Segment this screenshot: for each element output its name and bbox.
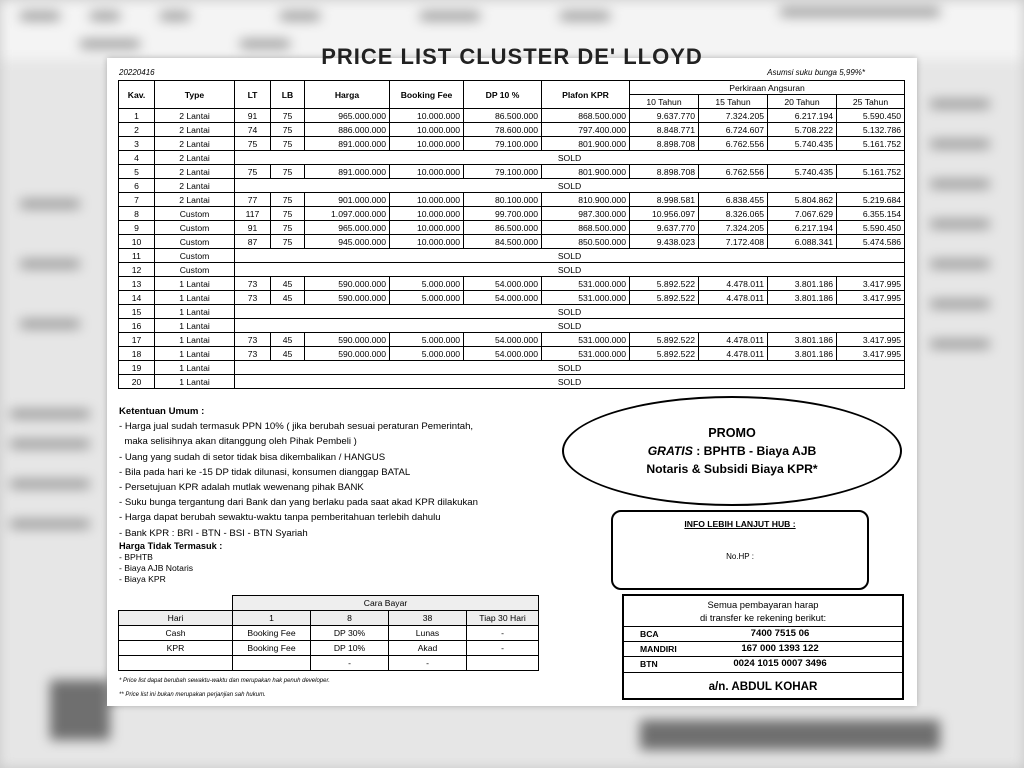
cell-y15: 6.724.607 [699, 123, 768, 137]
payment-header-row [119, 611, 539, 626]
cell-booking: 10.000.000 [390, 221, 464, 235]
cell-sold: SOLD [235, 263, 905, 277]
cell-lb: 75 [271, 193, 305, 207]
cell-plafon: 531.000.000 [542, 277, 630, 291]
cell-y15: 7.172.408 [699, 235, 768, 249]
term-item: - Suku bunga tergantung dari Bank dan yang berlaku pada saat akad KPR dilakukan [119, 497, 478, 509]
cell-dp: 78.600.000 [464, 123, 542, 137]
cell-kav: 5 [119, 165, 155, 179]
table-row [119, 277, 905, 291]
term-item: maka selisihnya akan ditanggung oleh Pihak Pembeli ) [119, 436, 357, 448]
cell-type: 1 Lantai [155, 375, 235, 389]
cell-lt: 91 [235, 109, 271, 123]
col-lb: LB [271, 81, 305, 109]
cell-y25: 3.417.995 [837, 277, 905, 291]
payment-cell: Booking Fee [233, 626, 311, 641]
price-exclusions-heading: Harga Tidak Termasuk : [119, 541, 223, 551]
cell-y25: 3.417.995 [837, 291, 905, 305]
cell-y15: 7.324.205 [699, 221, 768, 235]
cell-plafon: 797.400.000 [542, 123, 630, 137]
col-angsuran-group: Perkiraan Angsuran [630, 81, 905, 95]
bank-intro [624, 596, 902, 626]
promo-title: PROMO [708, 426, 756, 440]
footnote: ** Price list ini bukan merupakan perjanjian sah hukum. [119, 692, 266, 698]
price-table-body [119, 109, 905, 389]
cell-kav: 7 [119, 193, 155, 207]
cell-y10: 10.956.097 [630, 207, 699, 221]
cell-kav: 16 [119, 319, 155, 333]
cell-y20: 3.801.186 [768, 347, 837, 361]
cell-kav: 15 [119, 305, 155, 319]
cell-plafon: 531.000.000 [542, 291, 630, 305]
table-row [119, 193, 905, 207]
footnote: * Price list dapat berubah sewaktu-waktu dan merupakan hak penuh developer. [119, 678, 330, 684]
cell-lb: 45 [271, 347, 305, 361]
cell-kav: 14 [119, 291, 155, 305]
cell-booking: 10.000.000 [390, 193, 464, 207]
cell-type: 2 Lantai [155, 123, 235, 137]
cell-y25: 5.474.586 [837, 235, 905, 249]
cell-dp: 79.100.000 [464, 165, 542, 179]
cell-y15: 6.762.556 [699, 137, 768, 151]
cell-lb: 75 [271, 207, 305, 221]
bank-account-row [624, 642, 902, 657]
payment-cell: - [467, 626, 539, 641]
col-15-tahun: 15 Tahun [699, 95, 768, 109]
cell-y10: 8.848.771 [630, 123, 699, 137]
cell-kav: 3 [119, 137, 155, 151]
cell-plafon: 801.900.000 [542, 137, 630, 151]
cell-sold: SOLD [235, 375, 905, 389]
payment-header-cell: 38 [389, 611, 467, 626]
cell-y20: 3.801.186 [768, 277, 837, 291]
price-table [118, 80, 905, 389]
bank-name: BTN [624, 657, 694, 672]
cell-kav: 9 [119, 221, 155, 235]
exclusion-item: - Biaya AJB Notaris [119, 563, 194, 573]
table-row [119, 249, 905, 263]
cell-lb: 75 [271, 123, 305, 137]
cell-kav: 13 [119, 277, 155, 291]
cell-harga: 590.000.000 [305, 333, 390, 347]
cell-booking: 5.000.000 [390, 347, 464, 361]
cell-harga: 590.000.000 [305, 347, 390, 361]
cell-type: Custom [155, 207, 235, 221]
col-plafon: Plafon KPR [542, 81, 630, 109]
cell-y15: 4.478.011 [699, 333, 768, 347]
term-item: - Persetujuan KPR adalah mutlak wewenang pihak BANK [119, 482, 364, 494]
cell-dp: 54.000.000 [464, 347, 542, 361]
payment-cell: - [311, 656, 389, 671]
cell-lt: 75 [235, 165, 271, 179]
cell-y20: 3.801.186 [768, 291, 837, 305]
cell-y20: 5.804.862 [768, 193, 837, 207]
term-item: - Harga jual sudah termasuk PPN 10% ( jika berubah sesuai peraturan Pemerintah, [119, 421, 474, 433]
table-row [119, 221, 905, 235]
term-item: - Bank KPR : BRI - BTN - BSI - BTN Syariah [119, 527, 308, 539]
payment-cell [467, 656, 539, 671]
bank-account-row [624, 627, 902, 642]
payment-header-cell: Hari [119, 611, 233, 626]
table-row [119, 333, 905, 347]
cell-harga: 886.000.000 [305, 123, 390, 137]
cell-lt: 77 [235, 193, 271, 207]
cell-plafon: 531.000.000 [542, 333, 630, 347]
cell-y25: 5.161.752 [837, 165, 905, 179]
cell-harga: 1.097.000.000 [305, 207, 390, 221]
table-row [119, 235, 905, 249]
cell-lt: 75 [235, 137, 271, 151]
contact-info-box [611, 510, 869, 590]
bank-account-number: 7400 7515 06 [694, 627, 902, 642]
cell-y10: 5.892.522 [630, 333, 699, 347]
cell-type: Custom [155, 249, 235, 263]
cell-plafon: 850.500.000 [542, 235, 630, 249]
table-row [119, 165, 905, 179]
cell-booking: 5.000.000 [390, 277, 464, 291]
table-row [119, 361, 905, 375]
col-20-tahun: 20 Tahun [768, 95, 837, 109]
term-item: - Bila pada hari ke -15 DP tidak dilunasi, konsumen dianggap BATAL [119, 466, 411, 478]
cell-lt: 73 [235, 333, 271, 347]
cell-type: 1 Lantai [155, 361, 235, 375]
col-dp: DP 10 % [464, 81, 542, 109]
payment-row [119, 656, 539, 671]
payment-caption: Cara Bayar [233, 596, 539, 611]
general-terms [119, 404, 539, 541]
payment-cell: DP 30% [311, 626, 389, 641]
cell-plafon: 810.900.000 [542, 193, 630, 207]
table-row [119, 263, 905, 277]
cell-lb: 75 [271, 235, 305, 249]
bank-accounts-table [624, 626, 902, 672]
cell-plafon: 868.500.000 [542, 221, 630, 235]
cell-y10: 8.898.708 [630, 165, 699, 179]
cell-y15: 8.326.065 [699, 207, 768, 221]
cell-type: 1 Lantai [155, 305, 235, 319]
cell-type: 2 Lantai [155, 179, 235, 193]
cell-type: Custom [155, 263, 235, 277]
cell-y10: 5.892.522 [630, 277, 699, 291]
cell-type: 2 Lantai [155, 137, 235, 151]
bank-intro-line-1: Semua pembayaran harap [707, 599, 819, 610]
col-lt: LT [235, 81, 271, 109]
bank-intro-line-2: di transfer ke rekening berikut: [699, 612, 827, 623]
cell-dp: 54.000.000 [464, 277, 542, 291]
cell-harga: 891.000.000 [305, 165, 390, 179]
bank-name: BCA [624, 627, 694, 642]
promo-line-1 [648, 442, 817, 460]
cell-lb: 75 [271, 109, 305, 123]
table-row [119, 305, 905, 319]
promo-line-1-rest: : BPHTB - Biaya AJB [692, 444, 817, 458]
cell-y20: 6.217.194 [768, 109, 837, 123]
cell-dp: 86.500.000 [464, 109, 542, 123]
cell-harga: 590.000.000 [305, 277, 390, 291]
exclusion-item: - Biaya KPR [119, 574, 166, 584]
cell-y20: 5.740.435 [768, 165, 837, 179]
cell-y20: 5.740.435 [768, 137, 837, 151]
payment-cell [233, 656, 311, 671]
cell-harga: 590.000.000 [305, 291, 390, 305]
account-owner: a/n. ABDUL KOHAR [624, 672, 902, 702]
cell-type: 1 Lantai [155, 291, 235, 305]
cell-y20: 7.067.629 [768, 207, 837, 221]
cell-booking: 10.000.000 [390, 165, 464, 179]
cell-kav: 19 [119, 361, 155, 375]
bank-name: MANDIRI [624, 642, 694, 657]
cell-y10: 5.892.522 [630, 347, 699, 361]
cell-sold: SOLD [235, 319, 905, 333]
cell-type: 2 Lantai [155, 165, 235, 179]
payment-header-cell: 1 [233, 611, 311, 626]
payment-method-table [118, 595, 539, 671]
payment-cell: - [467, 641, 539, 656]
promo-gratis: GRATIS [647, 444, 693, 458]
cell-sold: SOLD [235, 151, 905, 165]
cell-kav: 12 [119, 263, 155, 277]
cell-harga: 965.000.000 [305, 109, 390, 123]
cell-kav: 2 [119, 123, 155, 137]
cell-lb: 45 [271, 277, 305, 291]
payment-header-cell: Tiap 30 Hari [467, 611, 539, 626]
bank-account-number: 0024 1015 0007 3496 [694, 657, 902, 672]
cell-harga: 945.000.000 [305, 235, 390, 249]
cell-harga: 901.000.000 [305, 193, 390, 207]
table-row [119, 291, 905, 305]
cell-y10: 9.637.770 [630, 221, 699, 235]
cell-sold: SOLD [235, 305, 905, 319]
cell-type: Custom [155, 235, 235, 249]
cell-dp: 86.500.000 [464, 221, 542, 235]
cell-y25: 6.355.154 [837, 207, 905, 221]
col-kav: Kav. [119, 81, 155, 109]
cell-type: 1 Lantai [155, 277, 235, 291]
cell-dp: 80.100.000 [464, 193, 542, 207]
cell-plafon: 801.900.000 [542, 165, 630, 179]
interest-assumption: Asumsi suku bunga 5,99%* [767, 68, 865, 77]
term-item: - Harga dapat berubah sewaktu-waktu tanpa pemberitahuan terlebih dahulu [119, 512, 441, 524]
cell-lt: 73 [235, 347, 271, 361]
cell-booking: 5.000.000 [390, 333, 464, 347]
table-row [119, 207, 905, 221]
cell-harga: 965.000.000 [305, 221, 390, 235]
cell-lb: 75 [271, 165, 305, 179]
cell-plafon: 987.300.000 [542, 207, 630, 221]
cell-y25: 5.590.450 [837, 109, 905, 123]
cell-kav: 4 [119, 151, 155, 165]
table-row [119, 123, 905, 137]
payment-row [119, 626, 539, 641]
col-10-tahun: 10 Tahun [630, 95, 699, 109]
cell-lt: 74 [235, 123, 271, 137]
cell-lt: 87 [235, 235, 271, 249]
cell-kav: 6 [119, 179, 155, 193]
payment-cell: Akad [389, 641, 467, 656]
payment-cell: Booking Fee [233, 641, 311, 656]
cell-y20: 3.801.186 [768, 333, 837, 347]
table-row [119, 137, 905, 151]
cell-harga: 891.000.000 [305, 137, 390, 151]
cell-y10: 9.637.770 [630, 109, 699, 123]
cell-y20: 6.088.341 [768, 235, 837, 249]
col-harga: Harga [305, 81, 390, 109]
cell-y20: 6.217.194 [768, 221, 837, 235]
cell-y15: 6.762.556 [699, 165, 768, 179]
phone-label: No.HP : [726, 552, 754, 561]
cell-sold: SOLD [235, 179, 905, 193]
cell-kav: 20 [119, 375, 155, 389]
payment-cell: KPR [119, 641, 233, 656]
cell-y15: 6.838.455 [699, 193, 768, 207]
cell-plafon: 531.000.000 [542, 347, 630, 361]
col-type: Type [155, 81, 235, 109]
payment-row [119, 641, 539, 656]
cell-lb: 45 [271, 291, 305, 305]
cell-kav: 17 [119, 333, 155, 347]
cell-type: Custom [155, 221, 235, 235]
col-25-tahun: 25 Tahun [837, 95, 905, 109]
bank-transfer-box [622, 594, 904, 700]
cell-y15: 4.478.011 [699, 277, 768, 291]
document-code: 20220416 [119, 68, 155, 77]
cell-booking: 10.000.000 [390, 207, 464, 221]
cell-type: 2 Lantai [155, 151, 235, 165]
cell-plafon: 868.500.000 [542, 109, 630, 123]
cell-dp: 79.100.000 [464, 137, 542, 151]
cell-booking: 10.000.000 [390, 109, 464, 123]
footnotes [119, 674, 330, 702]
cell-y10: 5.892.522 [630, 291, 699, 305]
payment-cell: DP 10% [311, 641, 389, 656]
table-row [119, 319, 905, 333]
bank-account-row [624, 657, 902, 672]
cell-y10: 8.998.581 [630, 193, 699, 207]
bank-account-number: 167 000 1393 122 [694, 642, 902, 657]
cell-lb: 75 [271, 137, 305, 151]
col-booking-fee: Booking Fee [390, 81, 464, 109]
cell-kav: 8 [119, 207, 155, 221]
cell-y15: 4.478.011 [699, 347, 768, 361]
table-row [119, 179, 905, 193]
cell-kav: 10 [119, 235, 155, 249]
cell-y15: 4.478.011 [699, 291, 768, 305]
document-title: PRICE LIST CLUSTER DE' LLOYD [321, 44, 703, 69]
table-row [119, 109, 905, 123]
cell-dp: 54.000.000 [464, 291, 542, 305]
cell-y25: 3.417.995 [837, 347, 905, 361]
contact-info-heading: INFO LEBIH LANJUT HUB : [684, 519, 796, 529]
cell-y25: 3.417.995 [837, 333, 905, 347]
cell-y10: 9.438.023 [630, 235, 699, 249]
payment-table-body [119, 626, 539, 671]
payment-cell: Cash [119, 626, 233, 641]
cell-type: 2 Lantai [155, 193, 235, 207]
exclusion-item: - BPHTB [119, 552, 153, 562]
cell-dp: 54.000.000 [464, 333, 542, 347]
cell-booking: 10.000.000 [390, 123, 464, 137]
cell-booking: 5.000.000 [390, 291, 464, 305]
cell-y25: 5.132.786 [837, 123, 905, 137]
cell-lb: 45 [271, 333, 305, 347]
cell-y25: 5.219.684 [837, 193, 905, 207]
cell-sold: SOLD [235, 249, 905, 263]
payment-cell: - [389, 656, 467, 671]
cell-lb: 75 [271, 221, 305, 235]
cell-type: 1 Lantai [155, 319, 235, 333]
cell-type: 2 Lantai [155, 109, 235, 123]
cell-type: 1 Lantai [155, 347, 235, 361]
cell-sold: SOLD [235, 361, 905, 375]
cell-lt: 73 [235, 291, 271, 305]
cell-lt: 73 [235, 277, 271, 291]
table-row [119, 151, 905, 165]
term-item: - Uang yang sudah di setor tidak bisa dikembalikan / HANGUS [119, 451, 386, 463]
cell-y25: 5.590.450 [837, 221, 905, 235]
general-terms-list [119, 419, 539, 541]
price-exclusions-list [119, 552, 319, 585]
cell-lt: 117 [235, 207, 271, 221]
cell-dp: 99.700.000 [464, 207, 542, 221]
cell-type: 1 Lantai [155, 333, 235, 347]
payment-header-cell: 8 [311, 611, 389, 626]
general-terms-heading: Ketentuan Umum : [119, 406, 205, 417]
cell-booking: 10.000.000 [390, 137, 464, 151]
cell-kav: 18 [119, 347, 155, 361]
promo-line-2: Notaris & Subsidi Biaya KPR* [646, 462, 818, 476]
cell-kav: 11 [119, 249, 155, 263]
payment-cell [119, 656, 233, 671]
price-exclusions [119, 541, 319, 585]
cell-y20: 5.708.222 [768, 123, 837, 137]
cell-y15: 7.324.205 [699, 109, 768, 123]
table-row [119, 375, 905, 389]
cell-y25: 5.161.752 [837, 137, 905, 151]
cell-lt: 91 [235, 221, 271, 235]
cell-dp: 84.500.000 [464, 235, 542, 249]
cell-booking: 10.000.000 [390, 235, 464, 249]
promo-oval [562, 396, 902, 506]
cell-y10: 8.898.708 [630, 137, 699, 151]
table-row [119, 347, 905, 361]
price-list-sheet [107, 44, 917, 706]
cell-kav: 1 [119, 109, 155, 123]
payment-cell: Lunas [389, 626, 467, 641]
